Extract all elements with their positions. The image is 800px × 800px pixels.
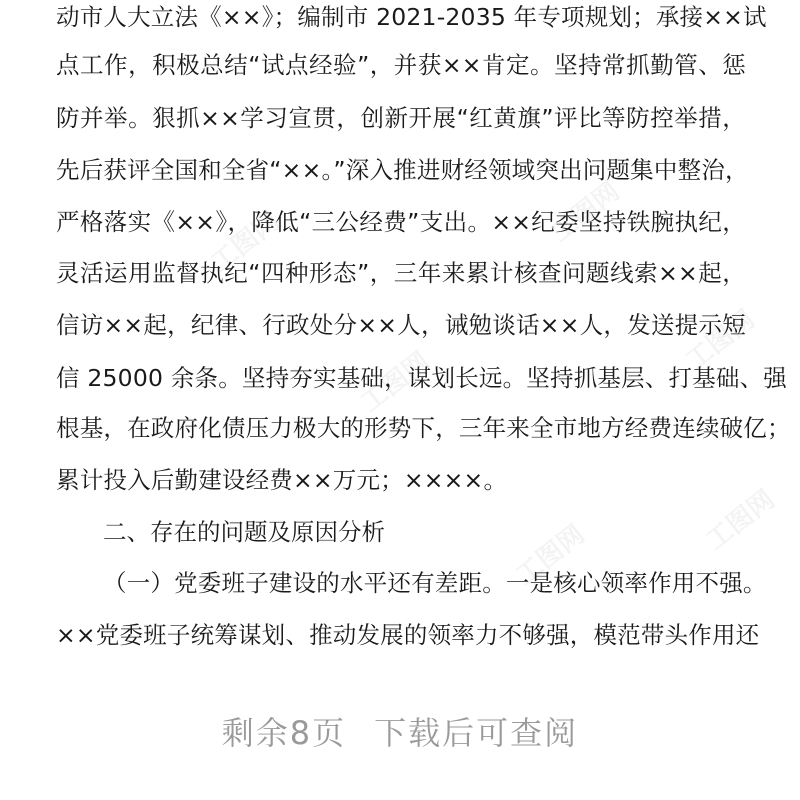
text-line: （一）党委班子建设的水平还有差距。一是核心领率作用不强。 [103,569,767,597]
text-line: 先后获评全国和全省“××。”深入推进财经领域突出问题集中整治， [56,156,749,184]
text-line: ××党委班子统筹谋划、推动发展的领率力不够强，模范带头作用还 [56,621,760,649]
download-hint-label: 下载后可查阅 [374,714,579,752]
text-line: 信访××起，纪律、行政处分××人，诫勉谈话××人，发送提示短 [56,311,746,339]
text-line: 点工作，积极总结“试点经验”，并获××肯定。坚持常抓勤管、惩 [56,51,746,79]
text-line: 严格落实《××》，降低“三公经费”支出。××纪委坚持铁腕执纪， [56,208,746,236]
text-line: 动市人大立法《××》；编制市 2021-2035 年专项规划；承接××试 [56,3,767,31]
section-heading: 二、存在的问题及原因分析 [103,518,385,546]
text-line: 信 25000 余条。坚持夯实基础，谋划长远。坚持抓基层、打基础、强 [56,364,787,392]
text-line: 灵活运用监督执纪“四种形态”，三年来累计核查问题线索××起， [56,259,746,287]
remaining-pages-label: 剩余8页 [221,714,347,752]
text-line: 根基，在政府化债压力极大的形势下，三年来全市地方经费连续破亿； [56,414,791,442]
text-line: 防并举。狠抓××学习宣贯，创新开展“红黄旗”评比等防控举措， [56,104,746,132]
text-line: 累计投入后勤建设经费××万元；××××。 [56,466,508,494]
download-notice[interactable] [0,708,800,754]
